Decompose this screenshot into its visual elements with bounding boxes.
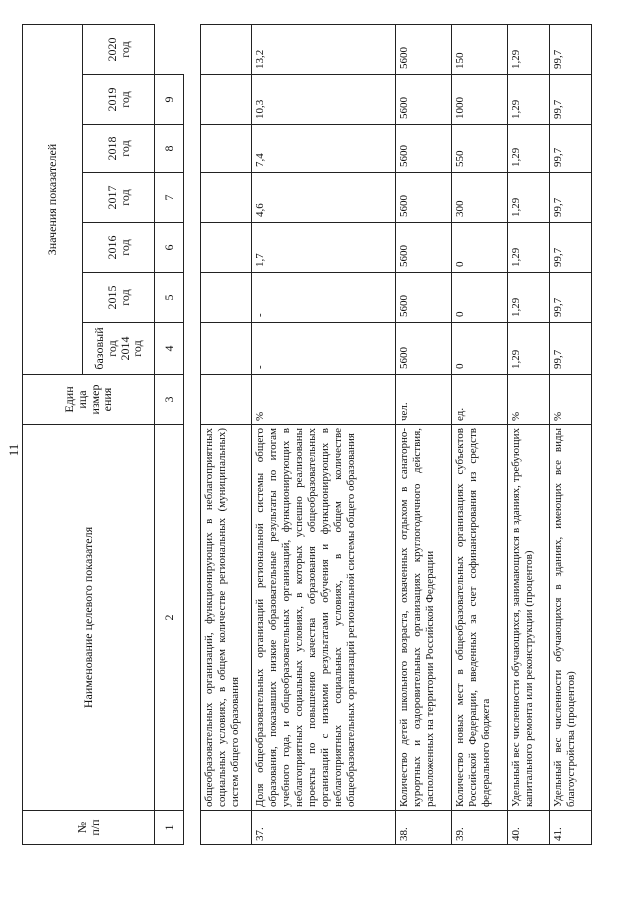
header-year: базовый год 2014 год: [83, 323, 155, 375]
table-row: [396, 25, 452, 845]
table-row: [452, 25, 508, 845]
value-cell: 1,29: [508, 125, 550, 173]
value-cell: 0: [452, 273, 508, 323]
header-year: 2016 год: [83, 223, 155, 273]
value-cell: 1,29: [508, 25, 550, 75]
column-index: 1: [155, 811, 184, 845]
column-index: 3: [155, 375, 184, 425]
row-number: 37.: [252, 811, 396, 845]
column-index: 9: [155, 75, 184, 125]
indicator-name: Количество новых мест в общеобразовательных организациях субъектов Российской Федерации, введенных за счет софинансирования из средств федерального бюджета: [452, 425, 508, 811]
header-year: 2018 год: [83, 125, 155, 173]
value-cell: 5600: [396, 75, 452, 125]
table-row: [201, 25, 252, 845]
indicator-name: Количество детей школьного возраста, охваченных отдыхом в санаторно-курортных и оздоровительных организациях круглогодичного действия, расположенных на территории Российской Федерации: [396, 425, 452, 811]
header-name: Наименование целевого показателя: [23, 425, 155, 811]
row-number: 39.: [452, 811, 508, 845]
value-cell: 1,29: [508, 75, 550, 125]
value-cell: 1,7: [252, 223, 396, 273]
header-num: № п/п: [23, 811, 155, 845]
indicator-table: [200, 24, 592, 845]
value-cell: -: [252, 323, 396, 375]
header-year: 2020 год: [83, 24, 155, 74]
value-cell: 99,7: [550, 323, 592, 375]
header-year: 2019 год: [83, 75, 155, 125]
value-cell: 5600: [396, 223, 452, 273]
value-cell: 10,3: [252, 75, 396, 125]
value-cell: 7,4: [252, 125, 396, 173]
unit-cell: чел.: [396, 375, 452, 425]
value-cell: 1000: [452, 75, 508, 125]
header-year: 2015 год: [83, 273, 155, 323]
value-cell: 550: [452, 125, 508, 173]
column-index: 6: [155, 223, 184, 273]
table-row: [252, 25, 396, 845]
value-cell: 13,2: [252, 25, 396, 75]
indicator-name: Удельный вес численности обучающихся в зданиях, имеющих все виды благоустройства (процентов): [550, 425, 592, 811]
column-index: 5: [155, 273, 184, 323]
row-number: 41.: [550, 811, 592, 845]
table-row: [508, 25, 550, 845]
value-cell: 1,29: [508, 273, 550, 323]
unit-cell: %: [508, 375, 550, 425]
column-index: 4: [155, 323, 184, 375]
value-cell: 99,7: [550, 25, 592, 75]
header-year: 2017 год: [83, 173, 155, 223]
value-cell: 99,7: [550, 223, 592, 273]
indicator-name: Удельный вес численности обучающихся, занимающихся в зданиях, требующих капитального ремонта или реконструкции (процентов): [508, 425, 550, 811]
column-index: 2: [155, 425, 184, 811]
unit-cell: %: [252, 375, 396, 425]
header-unit: Един ица измер ения: [23, 375, 155, 425]
unit-cell: ед.: [452, 375, 508, 425]
unit-cell: %: [550, 375, 592, 425]
value-cell: 150: [452, 25, 508, 75]
value-cell: 5600: [396, 25, 452, 75]
value-cell: 1,29: [508, 173, 550, 223]
value-cell: -: [252, 273, 396, 323]
table-header: [22, 24, 184, 845]
value-cell: 4,6: [252, 173, 396, 223]
value-cell: 0: [452, 323, 508, 375]
header-values-group: Значения показателей: [23, 24, 83, 374]
value-cell: 0: [452, 223, 508, 273]
value-cell: 99,7: [550, 75, 592, 125]
value-cell: 99,7: [550, 173, 592, 223]
row-number: 38.: [396, 811, 452, 845]
row-number: 40.: [508, 811, 550, 845]
column-index: 8: [155, 125, 184, 173]
value-cell: 5600: [396, 173, 452, 223]
value-cell: 99,7: [550, 125, 592, 173]
indicator-name: Доля общеобразовательных организаций региональной системы общего образования, показавших низкие образовательные результаты по итогам учебного года, и общеобразовательных организаций, функционирующих в неблагоприятных социальных условиях, в которых успешно реализованы проекты по повышению качества образования общеобразовательных организаций с низкими результатами обучения и функционирующих в неблагоприятных социальных условиях, в общем количестве общеобразовательных организаций региональной системы общего образования: [252, 425, 396, 811]
indicator-name-continued: общеобразовательных организаций, функционирующих в неблагоприятных социальных условиях, в общем количестве региональных (муниципальных) систем общего образования: [201, 425, 252, 811]
value-cell: 99,7: [550, 273, 592, 323]
page-number: 11: [6, 443, 21, 457]
value-cell: 5600: [396, 323, 452, 375]
value-cell: 5600: [396, 125, 452, 173]
value-cell: 1,29: [508, 223, 550, 273]
value-cell: 1,29: [508, 323, 550, 375]
column-index: 7: [155, 173, 184, 223]
table-row: [550, 25, 592, 845]
value-cell: 300: [452, 173, 508, 223]
value-cell: 5600: [396, 273, 452, 323]
